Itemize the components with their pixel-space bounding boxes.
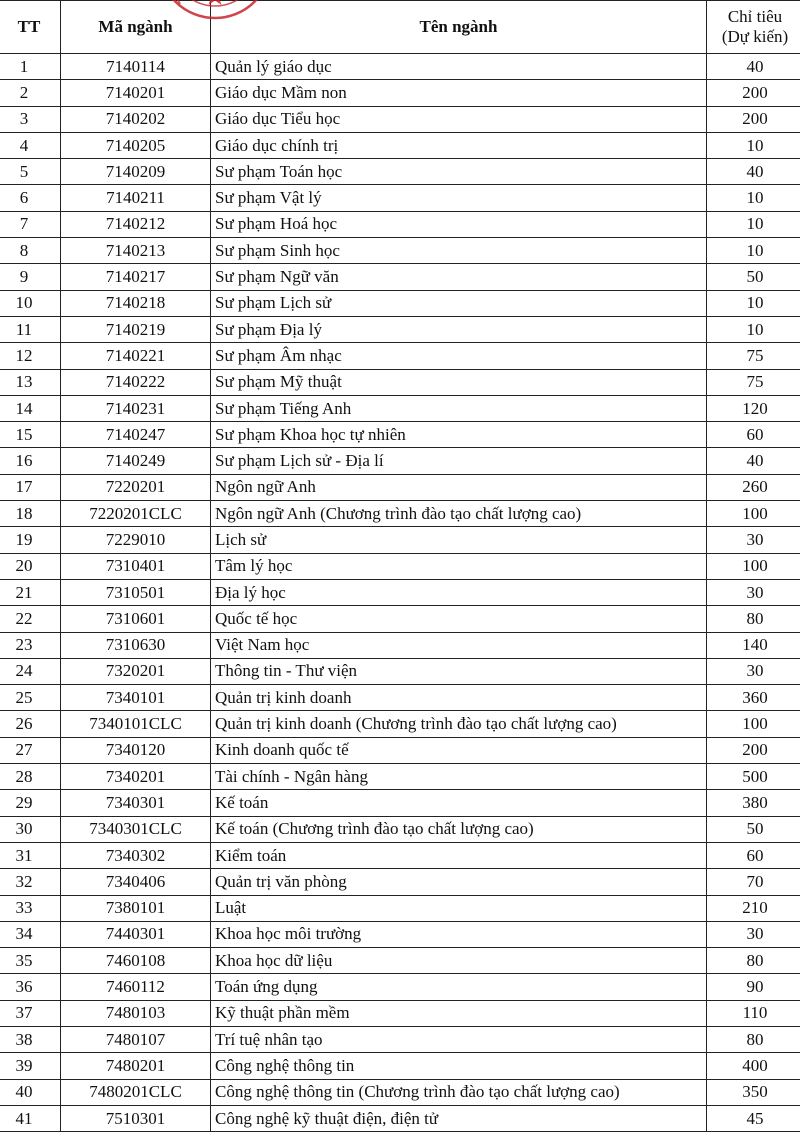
row-number: 20 — [0, 553, 61, 579]
major-name: Lịch sử — [211, 527, 707, 553]
row-number: 39 — [0, 1053, 61, 1079]
header-name: Tên ngành — [211, 1, 707, 54]
major-name: Quản lý giáo dục — [211, 54, 707, 80]
major-code: 7380101 — [61, 895, 211, 921]
major-name: Sư phạm Mỹ thuật — [211, 369, 707, 395]
row-number: 35 — [0, 948, 61, 974]
quota-value: 50 — [707, 264, 800, 290]
major-name: Sư phạm Vật lý — [211, 185, 707, 211]
quota-value: 400 — [707, 1053, 800, 1079]
table-row — [0, 238, 800, 264]
major-code: 7220201CLC — [61, 501, 211, 527]
major-code: 7340302 — [61, 842, 211, 868]
quota-value: 200 — [707, 80, 800, 106]
major-code: 7480103 — [61, 1000, 211, 1026]
table-row — [0, 764, 800, 790]
header-row — [0, 1, 800, 54]
major-name: Quốc tế học — [211, 606, 707, 632]
row-number: 15 — [0, 422, 61, 448]
major-code: 7310401 — [61, 553, 211, 579]
table-row — [0, 448, 800, 474]
quota-value: 500 — [707, 764, 800, 790]
quota-value: 210 — [707, 895, 800, 921]
major-code: 7340301CLC — [61, 816, 211, 842]
major-name: Sư phạm Khoa học tự nhiên — [211, 422, 707, 448]
quota-value: 50 — [707, 816, 800, 842]
quota-value: 350 — [707, 1079, 800, 1105]
quota-value: 200 — [707, 106, 800, 132]
quota-value: 30 — [707, 579, 800, 605]
table-row — [0, 211, 800, 237]
row-number: 28 — [0, 764, 61, 790]
quota-value: 380 — [707, 790, 800, 816]
table-row — [0, 842, 800, 868]
major-code: 7440301 — [61, 921, 211, 947]
row-number: 33 — [0, 895, 61, 921]
major-code: 7140213 — [61, 238, 211, 264]
table-row — [0, 948, 800, 974]
major-name: Tài chính - Ngân hàng — [211, 764, 707, 790]
table-body — [0, 54, 800, 1132]
row-number: 5 — [0, 159, 61, 185]
row-number: 32 — [0, 869, 61, 895]
quota-value: 30 — [707, 527, 800, 553]
major-code: 7340301 — [61, 790, 211, 816]
table-row — [0, 711, 800, 737]
major-code: 7320201 — [61, 658, 211, 684]
table-row — [0, 159, 800, 185]
row-number: 4 — [0, 132, 61, 158]
major-name: Trí tuệ nhân tạo — [211, 1026, 707, 1052]
row-number: 2 — [0, 80, 61, 106]
major-code: 7140222 — [61, 369, 211, 395]
row-number: 9 — [0, 264, 61, 290]
table-row — [0, 869, 800, 895]
table-row — [0, 632, 800, 658]
major-name: Việt Nam học — [211, 632, 707, 658]
major-code: 7140221 — [61, 343, 211, 369]
major-name: Công nghệ kỹ thuật điện, điện tử — [211, 1105, 707, 1131]
table-row — [0, 1079, 800, 1105]
major-code: 7140211 — [61, 185, 211, 211]
major-code: 7140218 — [61, 290, 211, 316]
major-name: Sư phạm Âm nhạc — [211, 343, 707, 369]
major-code: 7140247 — [61, 422, 211, 448]
major-code: 7140212 — [61, 211, 211, 237]
quota-value: 40 — [707, 159, 800, 185]
table-row — [0, 685, 800, 711]
major-name: Luật — [211, 895, 707, 921]
major-code: 7460112 — [61, 974, 211, 1000]
header-quota-line1: Chỉ tiêu — [727, 7, 783, 26]
quota-value: 100 — [707, 553, 800, 579]
major-name: Quản trị kinh doanh — [211, 685, 707, 711]
table-row — [0, 422, 800, 448]
major-name: Giáo dục Tiểu học — [211, 106, 707, 132]
major-code: 7140231 — [61, 395, 211, 421]
quota-value: 70 — [707, 869, 800, 895]
quota-value: 360 — [707, 685, 800, 711]
major-code: 7480201CLC — [61, 1079, 211, 1105]
table-row — [0, 264, 800, 290]
major-name: Sư phạm Lịch sử - Địa lí — [211, 448, 707, 474]
quota-value: 260 — [707, 474, 800, 500]
row-number: 26 — [0, 711, 61, 737]
row-number: 36 — [0, 974, 61, 1000]
major-code: 7140202 — [61, 106, 211, 132]
table-row — [0, 974, 800, 1000]
table-row — [0, 474, 800, 500]
quota-value: 140 — [707, 632, 800, 658]
table-row — [0, 395, 800, 421]
row-number: 37 — [0, 1000, 61, 1026]
table-row — [0, 501, 800, 527]
major-code: 7140205 — [61, 132, 211, 158]
quota-value: 120 — [707, 395, 800, 421]
major-code: 7340101 — [61, 685, 211, 711]
major-code: 7140219 — [61, 316, 211, 342]
quota-value: 10 — [707, 132, 800, 158]
row-number: 34 — [0, 921, 61, 947]
major-name: Quản trị văn phòng — [211, 869, 707, 895]
row-number: 41 — [0, 1105, 61, 1131]
table-row — [0, 54, 800, 80]
major-name: Ngôn ngữ Anh (Chương trình đào tạo chất lượng cao) — [211, 501, 707, 527]
major-code: 7310501 — [61, 579, 211, 605]
major-name: Giáo dục Mầm non — [211, 80, 707, 106]
row-number: 22 — [0, 606, 61, 632]
major-name: Sư phạm Toán học — [211, 159, 707, 185]
major-name: Kế toán — [211, 790, 707, 816]
quota-value: 60 — [707, 842, 800, 868]
major-code: 7340406 — [61, 869, 211, 895]
table-row — [0, 369, 800, 395]
major-code: 7340101CLC — [61, 711, 211, 737]
quota-value: 100 — [707, 711, 800, 737]
table-row — [0, 290, 800, 316]
major-name: Công nghệ thông tin (Chương trình đào tạo chất lượng cao) — [211, 1079, 707, 1105]
row-number: 10 — [0, 290, 61, 316]
major-code: 7140217 — [61, 264, 211, 290]
quota-value: 10 — [707, 185, 800, 211]
major-code: 7510301 — [61, 1105, 211, 1131]
row-number: 29 — [0, 790, 61, 816]
row-number: 40 — [0, 1079, 61, 1105]
major-name: Kỹ thuật phần mềm — [211, 1000, 707, 1026]
table-row — [0, 606, 800, 632]
major-name: Toán ứng dụng — [211, 974, 707, 1000]
row-number: 19 — [0, 527, 61, 553]
major-name: Địa lý học — [211, 579, 707, 605]
major-name: Sư phạm Tiếng Anh — [211, 395, 707, 421]
quota-value: 40 — [707, 54, 800, 80]
major-code: 7340120 — [61, 737, 211, 763]
row-number: 14 — [0, 395, 61, 421]
major-code: 7310630 — [61, 632, 211, 658]
row-number: 6 — [0, 185, 61, 211]
table-row — [0, 737, 800, 763]
major-name: Tâm lý học — [211, 553, 707, 579]
quota-value: 30 — [707, 921, 800, 947]
row-number: 24 — [0, 658, 61, 684]
quota-value: 200 — [707, 737, 800, 763]
quota-value: 10 — [707, 238, 800, 264]
table-row — [0, 658, 800, 684]
major-name: Giáo dục chính trị — [211, 132, 707, 158]
quota-value: 60 — [707, 422, 800, 448]
row-number: 18 — [0, 501, 61, 527]
table-row — [0, 1105, 800, 1131]
major-name: Sư phạm Lịch sử — [211, 290, 707, 316]
major-code: 7310601 — [61, 606, 211, 632]
major-name: Kế toán (Chương trình đào tạo chất lượng cao) — [211, 816, 707, 842]
major-code: 7229010 — [61, 527, 211, 553]
quota-value: 40 — [707, 448, 800, 474]
table-row — [0, 106, 800, 132]
table-row — [0, 316, 800, 342]
major-name: Sư phạm Hoá học — [211, 211, 707, 237]
table-row — [0, 816, 800, 842]
quota-value: 10 — [707, 290, 800, 316]
major-code: 7460108 — [61, 948, 211, 974]
row-number: 11 — [0, 316, 61, 342]
quota-value: 80 — [707, 948, 800, 974]
quota-value: 30 — [707, 658, 800, 684]
major-code: 7480201 — [61, 1053, 211, 1079]
row-number: 1 — [0, 54, 61, 80]
row-number: 12 — [0, 343, 61, 369]
major-name: Sư phạm Sinh học — [211, 238, 707, 264]
major-code: 7140114 — [61, 54, 211, 80]
table-row — [0, 895, 800, 921]
major-name: Sư phạm Ngữ văn — [211, 264, 707, 290]
major-code: 7140201 — [61, 80, 211, 106]
row-number: 17 — [0, 474, 61, 500]
row-number: 21 — [0, 579, 61, 605]
header-code: Mã ngành — [61, 1, 211, 54]
quota-value: 100 — [707, 501, 800, 527]
major-code: 7140249 — [61, 448, 211, 474]
row-number: 23 — [0, 632, 61, 658]
major-name: Khoa học môi trường — [211, 921, 707, 947]
table-row — [0, 790, 800, 816]
row-number: 8 — [0, 238, 61, 264]
row-number: 13 — [0, 369, 61, 395]
quota-value: 75 — [707, 369, 800, 395]
quota-value: 80 — [707, 606, 800, 632]
table-row — [0, 185, 800, 211]
row-number: 31 — [0, 842, 61, 868]
row-number: 30 — [0, 816, 61, 842]
quota-value: 10 — [707, 316, 800, 342]
table-row — [0, 132, 800, 158]
major-code: 7340201 — [61, 764, 211, 790]
header-quota — [707, 1, 800, 54]
major-code: 7480107 — [61, 1026, 211, 1052]
row-number: 7 — [0, 211, 61, 237]
major-name: Khoa học dữ liệu — [211, 948, 707, 974]
row-number: 16 — [0, 448, 61, 474]
header-tt: TT — [0, 1, 61, 54]
table-row — [0, 579, 800, 605]
quota-value: 90 — [707, 974, 800, 1000]
major-name: Thông tin - Thư viện — [211, 658, 707, 684]
row-number: 27 — [0, 737, 61, 763]
row-number: 25 — [0, 685, 61, 711]
major-name: Kinh doanh quốc tế — [211, 737, 707, 763]
quota-value: 75 — [707, 343, 800, 369]
table-row — [0, 80, 800, 106]
header-quota-line2: (Dự kiến) — [721, 27, 789, 46]
row-number: 3 — [0, 106, 61, 132]
major-name: Công nghệ thông tin — [211, 1053, 707, 1079]
table-row — [0, 1026, 800, 1052]
table-row — [0, 553, 800, 579]
quota-value: 110 — [707, 1000, 800, 1026]
table-row — [0, 527, 800, 553]
table-row — [0, 1000, 800, 1026]
table-row — [0, 343, 800, 369]
table-row — [0, 921, 800, 947]
major-name: Kiểm toán — [211, 842, 707, 868]
table-header — [0, 1, 800, 54]
quota-value: 45 — [707, 1105, 800, 1131]
table-row — [0, 1053, 800, 1079]
major-name: Quản trị kinh doanh (Chương trình đào tạo chất lượng cao) — [211, 711, 707, 737]
row-number: 38 — [0, 1026, 61, 1052]
major-name: Sư phạm Địa lý — [211, 316, 707, 342]
major-code: 7140209 — [61, 159, 211, 185]
major-code: 7220201 — [61, 474, 211, 500]
major-name: Ngôn ngữ Anh — [211, 474, 707, 500]
quota-value: 10 — [707, 211, 800, 237]
quota-value: 80 — [707, 1026, 800, 1052]
